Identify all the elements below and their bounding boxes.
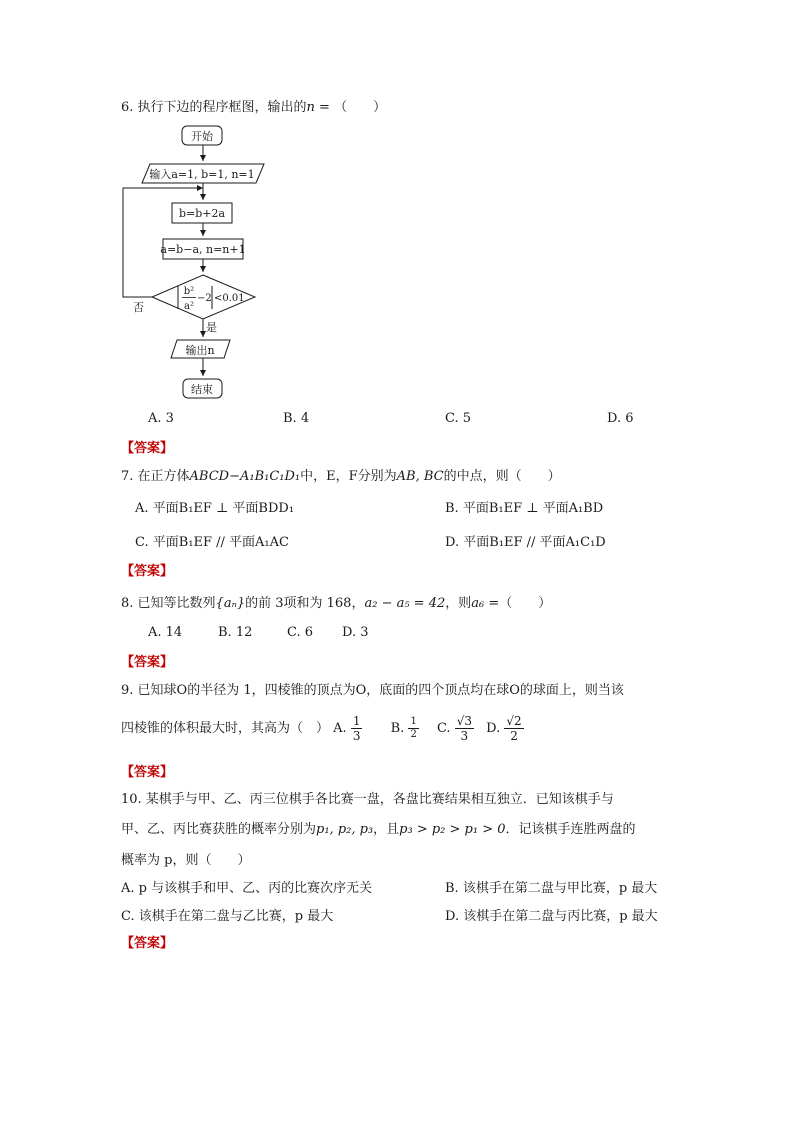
q9-option-d-den: 2 bbox=[510, 729, 518, 743]
q8-answer-label: 【答案】 bbox=[121, 655, 174, 670]
flow-input-label: 输入a=1, b=1, n=1 bbox=[149, 168, 255, 181]
q6-stem-var: n bbox=[306, 100, 315, 115]
q9-option-c-den: 3 bbox=[460, 729, 469, 743]
q8-option-b: B. 12 bbox=[218, 625, 253, 640]
q7-stem-c: 的中点，则（ ） bbox=[443, 469, 561, 484]
q9-answer-label: 【答案】 bbox=[121, 765, 174, 780]
q10-line2-ineq: p₃ > p₂ > p₁ > 0 bbox=[399, 822, 506, 837]
q8-option-a: A. 14 bbox=[148, 625, 183, 640]
q9-line1: 9. 已知球O的半径为 1，四棱锥的顶点为O，底面的四个顶点均在球O的球面上，则当该 bbox=[121, 683, 624, 698]
q9-option-c-frac bbox=[455, 714, 474, 743]
q9-line2 bbox=[121, 708, 524, 750]
q10-line2-c: ．记该棋手连胜两盘的 bbox=[505, 822, 636, 837]
q10-line2-a: 甲、乙、丙比赛获胜的概率分别为 bbox=[121, 822, 317, 837]
q7-option-d: D. 平面B₁EF // 平面A₁C₁D bbox=[445, 535, 606, 550]
q8-stem-seq: {aₙ} bbox=[215, 596, 246, 611]
flow-cond-rhs: <0.01 bbox=[214, 293, 245, 304]
q6-option-a: A. 3 bbox=[148, 411, 174, 426]
flow-yes-label: 是 bbox=[206, 321, 217, 334]
q9-option-a-num: 1 bbox=[352, 714, 361, 728]
q6-option-c: C. 5 bbox=[445, 411, 472, 426]
q9-option-c-num: √3 bbox=[456, 714, 472, 728]
q8-option-c: C. 6 bbox=[287, 625, 314, 640]
q10-line1: 10. 某棋手与甲、乙、丙三位棋手各比赛一盘，各盘比赛结果相互独立．已知该棋手与 bbox=[121, 792, 614, 807]
flow-cond-den: a² bbox=[184, 301, 194, 312]
q7-option-a: A. 平面B₁EF ⊥ 平面BDD₁ bbox=[135, 501, 295, 516]
q10-line2 bbox=[121, 818, 636, 837]
q7-option-c: C. 平面B₁EF // 平面A₁AC bbox=[135, 535, 289, 550]
q9-option-b-num: 1 bbox=[410, 716, 417, 727]
q9-option-a-frac bbox=[351, 714, 363, 743]
q7-answer-label: 【答案】 bbox=[121, 564, 174, 579]
flow-start-label: 开始 bbox=[191, 130, 213, 143]
q8-stem-target: a₆ = bbox=[471, 596, 500, 611]
q10-line3: 概率为 p，则（ ） bbox=[121, 853, 251, 868]
q10-option-d: D. 该棋手在第二盘与丙比赛，p 最大 bbox=[445, 909, 658, 924]
q8-stem-d: （ ） bbox=[499, 596, 552, 611]
flow-no-label: 否 bbox=[133, 301, 144, 314]
q8-stem-b: 的前 3项和为 168， bbox=[245, 596, 365, 611]
flow-end-label: 结束 bbox=[191, 383, 213, 396]
q7-stem-cube: ABCD−A₁B₁C₁D₁ bbox=[189, 469, 301, 484]
flow-step2-label: a=b−a, n=n+1 bbox=[160, 243, 246, 256]
q9-option-d-num: √2 bbox=[506, 714, 522, 728]
q10-line2-b: ，且 bbox=[373, 822, 400, 837]
q6-answer-label: 【答案】 bbox=[121, 441, 174, 456]
q7-stem-b: 中，E，F分别为 bbox=[300, 469, 397, 484]
q6-stem-tail: = （ ） bbox=[314, 100, 387, 115]
q10-line2-probs: p₁, p₂, p₃ bbox=[316, 822, 374, 837]
q9-option-b-label: B. bbox=[390, 721, 405, 736]
q10-option-b: B. 该棋手在第二盘与甲比赛，p 最大 bbox=[445, 881, 658, 896]
q10-option-c: C. 该棋手在第二盘与乙比赛，p 最大 bbox=[121, 909, 334, 924]
q7-stem bbox=[121, 465, 561, 484]
flow-cond-num: b² bbox=[183, 286, 195, 297]
q8-stem-cond: a₂ − a₅ = 42 bbox=[364, 596, 446, 611]
q8-stem-a: 8. 已知等比数列 bbox=[121, 596, 216, 611]
q9-line2-text: 四棱锥的体积最大时，其高为（ ） bbox=[121, 721, 330, 736]
flow-output-label: 输出n bbox=[185, 344, 215, 357]
q6-option-d: D. 6 bbox=[607, 411, 634, 426]
q9-option-d-label: D. bbox=[486, 721, 501, 736]
q9-option-c-label: C. bbox=[436, 721, 451, 736]
q9-option-a-den: 3 bbox=[352, 729, 361, 743]
q7-stem-seg: AB, BC bbox=[396, 469, 444, 484]
q10-answer-label: 【答案】 bbox=[121, 936, 174, 951]
q6-stem-text: 6. 执行下边的程序框图，输出的 bbox=[121, 100, 307, 115]
q8-option-d: D. 3 bbox=[342, 625, 369, 640]
q8-stem bbox=[121, 592, 551, 611]
flow-step1-label: b=b+2a bbox=[178, 207, 226, 220]
q9-option-d-frac bbox=[504, 714, 523, 743]
q9-option-a-label: A. bbox=[333, 721, 347, 736]
q9-option-b-frac bbox=[408, 716, 418, 741]
q10-option-a: A. p 与该棋手和甲、乙、丙的比赛次序无关 bbox=[121, 881, 373, 896]
q7-stem-a: 7. 在正方体 bbox=[121, 469, 190, 484]
q6-option-b: B. 4 bbox=[283, 411, 310, 426]
q9-option-b-den: 2 bbox=[410, 729, 417, 740]
q7-option-b: B. 平面B₁EF ⊥ 平面A₁BD bbox=[445, 501, 604, 516]
flow-cond-tail: −2 bbox=[197, 293, 212, 304]
q8-stem-c: ，则 bbox=[445, 596, 472, 611]
